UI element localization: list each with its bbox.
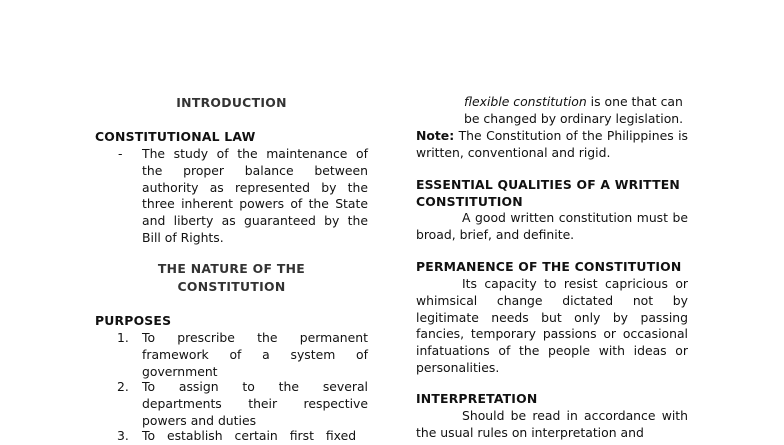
purposes-heading: PURPOSES — [95, 313, 172, 328]
introduction-title: INTRODUCTION — [176, 95, 287, 110]
list-number: 3. — [117, 428, 129, 443]
note-label: Note: — [416, 128, 455, 143]
note-paragraph — [416, 128, 688, 162]
purpose-text: To assign to the several departments their respective powers and duties — [142, 379, 368, 428]
list-number: 2. — [117, 379, 129, 394]
essential-qualities-text: A good written constitution must be broad, brief, and definite. — [416, 210, 688, 242]
nature-title-line2: CONSTITUTION — [177, 278, 286, 294]
interpretation-text: Should be read in accordance with the usual rules on interpretation and — [416, 408, 688, 440]
list-number: 1. — [117, 330, 129, 345]
essential-qualities-heading: ESSENTIAL QUALITIES OF A WRITTEN CONSTITUTION — [416, 177, 680, 209]
constitutional-law-definition: The study of the maintenance of the proper balance between authority as represented by the three inherent powers of the State and liberty as guaranteed by the Bill of Rights. — [142, 146, 368, 245]
nature-of-constitution-title — [95, 261, 368, 296]
flexible-constitution-term: flexible constitution — [464, 94, 587, 109]
nature-title-line1: THE NATURE OF THE — [157, 261, 306, 276]
permanence-text: Its capacity to resist capricious or whimsical change dictated not by legitimate needs but only by passing fancies, temporary passions or occasional infatuations of the people with ideas or personalities. — [416, 276, 688, 375]
purpose-text: To prescribe the permanent framework of a system of government — [142, 330, 368, 379]
list-item — [95, 428, 368, 445]
purpose-text: To establish certain first fixed — [142, 428, 357, 443]
continuation-paragraph — [464, 94, 688, 128]
list-item — [95, 330, 368, 380]
constitutional-law-heading: CONSTITUTIONAL LAW — [95, 129, 256, 144]
interpretation-heading: INTERPRETATION — [416, 391, 538, 406]
list-item — [95, 379, 368, 429]
continuation-text: is one that can be changed by ordinary legislation. — [464, 94, 684, 126]
permanence-heading: PERMANENCE OF THE CONSTITUTION — [416, 259, 682, 274]
bullet-marker: - — [118, 146, 123, 161]
note-text: The Constitution of the Philippines is written, conventional and rigid. — [416, 128, 688, 160]
list-item — [95, 146, 368, 247]
